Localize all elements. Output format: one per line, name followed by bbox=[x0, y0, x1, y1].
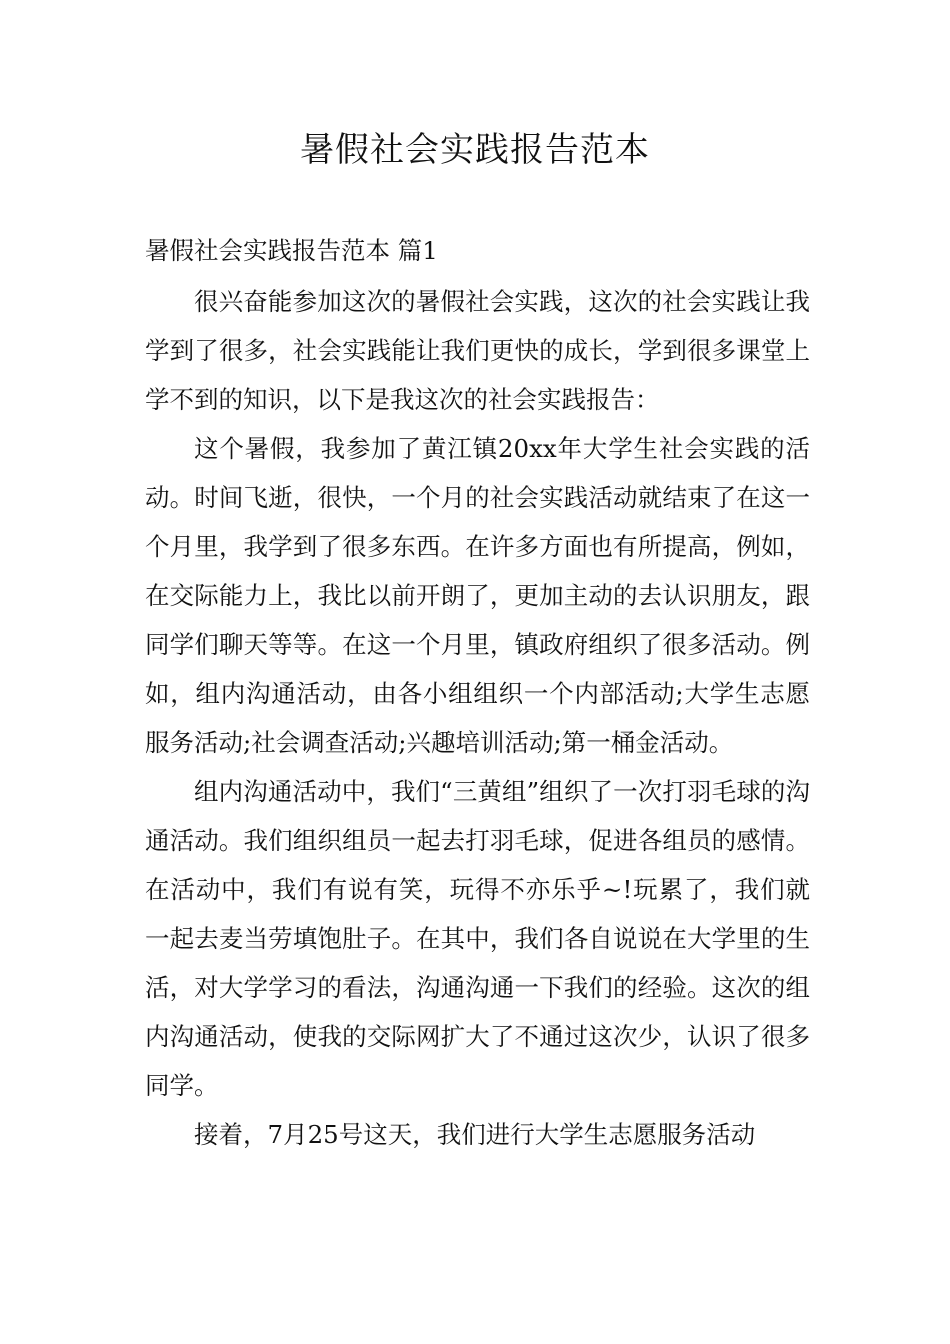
paragraph-2: 这个暑假，我参加了黄江镇20xx年大学生社会实践的活动。时间飞逝，很快，一个月的社会实践活动就结束了在这一个月里，我学到了很多东西。在许多方面也有所提高，例如，在交际能力上，我比以前开朗了，更加主动的去认识朋友，跟同学们聊天等等。在这一个月里，镇政府组织了很多活动。例如，组内沟通活动，由各小组组织一个内部活动;大学生志愿服务活动;社会调查活动;兴趣培训活动;第一桶金活动。 bbox=[145, 434, 810, 757]
paragraph-3: 组内沟通活动中，我们“三黄组”组织了一次打羽毛球的沟通活动。我们组织组员一起去打羽毛球，促进各组员的感情。在活动中，我们有说有笑，玩得不亦乐乎~!玩累了，我们就一起去麦当劳填饱肚子。在其中，我们各自说说在大学里的生活，对大学学习的看法，沟通沟通一下我们的经验。这次的组内沟通活动，使我的交际网扩大了不通过这次少，认识了很多同学。 bbox=[145, 777, 810, 1100]
document-title: 暑假社会实践报告范本 bbox=[300, 130, 650, 170]
paragraph-4: 接着，7月25号这天，我们进行大学生志愿服务活动 bbox=[194, 1120, 756, 1149]
section-heading: 暑假社会实践报告范本 篇1 bbox=[145, 236, 438, 265]
paragraph-1: 很兴奋能参加这次的暑假社会实践，这次的社会实践让我学到了很多，社会实践能让我们更快的成长，学到很多课堂上学不到的知识，以下是我这次的社会实践报告： bbox=[145, 287, 810, 414]
document-body bbox=[145, 226, 810, 1159]
